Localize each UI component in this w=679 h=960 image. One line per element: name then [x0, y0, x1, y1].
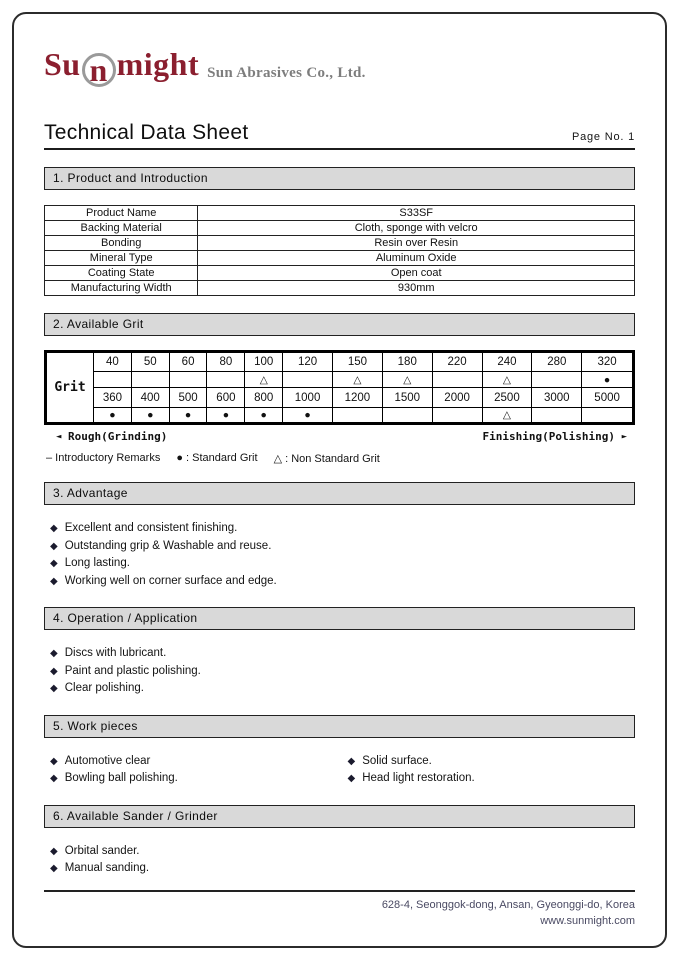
list-item-text: Automotive clear: [64, 754, 151, 767]
grit-legend: [44, 452, 635, 465]
diamond-bullet-icon: ◆: [50, 755, 58, 767]
list-item-text: Clear polishing.: [64, 682, 144, 694]
list-item-text: Outstanding grip & Washable and reuse.: [64, 539, 272, 552]
grit-fine-row: [46, 388, 634, 408]
diamond-bullet-icon: ◆: [50, 683, 58, 694]
list-item: [50, 663, 635, 681]
grit-value-cell: 320: [582, 352, 634, 372]
grit-value-cell: 40: [94, 352, 132, 372]
grit-symbol-cell: [332, 408, 382, 424]
product-value: Open coat: [198, 266, 635, 281]
grit-row-label: Grit: [46, 352, 94, 424]
product-value: Cloth, sponge with velcro: [198, 221, 635, 236]
grit-value-cell: 2000: [432, 388, 482, 408]
grit-value-cell: 60: [169, 352, 207, 372]
grit-value-cell: 1200: [332, 388, 382, 408]
list-item: [50, 520, 635, 538]
grit-symbol-cell: [283, 372, 333, 388]
legend-standard-grit: ● : Standard Grit: [176, 452, 258, 464]
table-row: [45, 206, 635, 221]
grit-value-cell: 1500: [382, 388, 432, 408]
product-label: Backing Material: [45, 221, 198, 236]
grit-value-cell: 5000: [582, 388, 634, 408]
product-value: S33SF: [198, 206, 635, 221]
grit-symbol-cell: [432, 372, 482, 388]
list-item-text: Head light restoration.: [362, 772, 475, 784]
table-row: [45, 236, 635, 251]
operation-list: [50, 645, 635, 698]
footer-website: www.sunmight.com: [540, 914, 635, 927]
left-arrow-icon: ◄: [56, 432, 62, 442]
list-item: [348, 770, 636, 788]
right-arrow-icon: ►: [621, 432, 627, 442]
grit-value-cell: 50: [131, 352, 169, 372]
list-item: [50, 645, 635, 663]
grit-symbol-cell: [207, 372, 245, 388]
grit-symbol-cell: △: [482, 372, 532, 388]
grit-value-cell: 800: [245, 388, 283, 408]
table-row: [45, 266, 635, 281]
grit-value-cell: 600: [207, 388, 245, 408]
logo-text-post: might: [116, 46, 200, 82]
product-label: Coating State: [45, 266, 198, 281]
grit-symbol-cell: ●: [245, 408, 283, 424]
diamond-bullet-icon: ◆: [50, 648, 58, 659]
product-label: Mineral Type: [45, 251, 198, 266]
grit-symbol-cell: [94, 372, 132, 388]
work-pieces-left-column: [50, 753, 338, 788]
diamond-bullet-icon: ◆: [50, 523, 58, 534]
list-item-text: Long lasting.: [64, 557, 130, 569]
diamond-bullet-icon: ◆: [50, 773, 58, 784]
list-item: [50, 555, 635, 573]
section-1-header: 1. Product and Introduction: [44, 167, 635, 190]
grit-symbol-cell: ●: [169, 408, 207, 424]
grit-symbol-cell: △: [332, 372, 382, 388]
list-item: [50, 680, 635, 698]
table-row: [45, 281, 635, 296]
grit-symbol-cell: ●: [131, 408, 169, 424]
grit-value-cell: 120: [283, 352, 333, 372]
grit-symbol-cell: [432, 408, 482, 424]
grit-value-cell: 500: [169, 388, 207, 408]
list-item-text: Bowling ball polishing.: [64, 772, 178, 784]
footer-address: 628-4, Seonggok-dong, Ansan, Gyeonggi-do, Korea: [381, 898, 635, 911]
brand-logo: [44, 46, 635, 87]
grit-coarse-symbol-row: [46, 372, 634, 388]
sander-grinder-list: [50, 843, 635, 878]
grit-value-cell: 180: [382, 352, 432, 372]
work-pieces-list: [50, 753, 635, 788]
diamond-bullet-icon: ◆: [50, 665, 58, 677]
grit-value-cell: 100: [245, 352, 283, 372]
section-3-header: 3. Advantage: [44, 482, 635, 505]
diamond-bullet-icon: ◆: [347, 773, 356, 784]
grit-value-cell: 2500: [482, 388, 532, 408]
diamond-bullet-icon: ◆: [50, 540, 58, 552]
grit-symbol-cell: ●: [582, 372, 634, 388]
list-item-text: Manual sanding.: [64, 862, 150, 874]
rough-grinding-label: [56, 430, 167, 443]
list-item-text: Paint and plastic polishing.: [64, 664, 201, 677]
product-label: Product Name: [45, 206, 198, 221]
diamond-bullet-icon: ◆: [347, 755, 356, 767]
product-label: Manufacturing Width: [45, 281, 198, 296]
work-pieces-right-column: [348, 753, 636, 788]
product-value: 930mm: [198, 281, 635, 296]
grit-symbol-cell: ●: [94, 408, 132, 424]
list-item-text: Excellent and consistent finishing.: [64, 522, 238, 534]
legend-non-standard-grit: △ : Non Standard Grit: [273, 453, 380, 465]
grit-table: [44, 350, 635, 425]
list-item: [50, 843, 635, 861]
list-item-text: Solid surface.: [362, 754, 432, 767]
product-label: Bonding: [45, 236, 198, 251]
section-4-header: 4. Operation / Application: [44, 607, 635, 630]
list-item-text: Discs with lubricant.: [64, 647, 167, 659]
finishing-label-text: Finishing(Polishing): [482, 430, 615, 443]
grit-symbol-cell: △: [382, 372, 432, 388]
list-item: [348, 753, 636, 771]
grit-symbol-cell: △: [482, 408, 532, 424]
section-6-header: 6. Available Sander / Grinder: [44, 805, 635, 828]
diamond-bullet-icon: ◆: [50, 863, 58, 874]
title-row: [44, 121, 635, 150]
page-frame: [12, 12, 667, 948]
diamond-bullet-icon: ◆: [50, 558, 58, 569]
product-value: Resin over Resin: [198, 236, 635, 251]
grit-symbol-cell: ●: [207, 408, 245, 424]
logo-ring-icon: [82, 53, 116, 87]
product-table: [44, 205, 635, 296]
company-name: Sun Abrasives Co., Ltd.: [207, 65, 366, 81]
grit-symbol-cell: [532, 408, 582, 424]
grit-coarse-row: [46, 352, 634, 372]
list-item: [50, 753, 338, 771]
logo-wordmark: [44, 46, 199, 87]
diamond-bullet-icon: ◆: [50, 575, 58, 587]
grit-symbol-cell: [382, 408, 432, 424]
list-item: [50, 573, 635, 591]
advantage-list: [50, 520, 635, 590]
list-item: [50, 770, 338, 788]
grit-fine-symbol-row: [46, 408, 634, 424]
grit-value-cell: 280: [532, 352, 582, 372]
grit-value-cell: 240: [482, 352, 532, 372]
footer: [44, 890, 635, 929]
rough-label-text: Rough(Grinding): [68, 430, 168, 443]
grit-value-cell: 400: [131, 388, 169, 408]
grit-value-cell: 150: [332, 352, 382, 372]
page-content: [14, 14, 665, 946]
logo-text-pre: Su: [44, 46, 81, 82]
finishing-polishing-label: [483, 430, 628, 443]
list-item: [50, 538, 635, 556]
diamond-bullet-icon: ◆: [50, 845, 58, 857]
list-item: [50, 860, 635, 878]
section-2-header: 2. Available Grit: [44, 313, 635, 336]
legend-intro: – Introductory Remarks: [46, 452, 161, 464]
grit-symbol-cell: [582, 408, 634, 424]
grit-value-cell: 1000: [283, 388, 333, 408]
grit-symbol-cell: [532, 372, 582, 388]
page-number: Page No. 1: [571, 131, 635, 143]
grit-value-cell: 80: [207, 352, 245, 372]
list-item-text: Working well on corner surface and edge.: [64, 574, 277, 587]
grit-symbol-cell: △: [245, 372, 283, 388]
logo-circled-letter: n: [89, 52, 108, 88]
list-item-text: Orbital sander.: [64, 844, 140, 857]
section-5-header: 5. Work pieces: [44, 715, 635, 738]
grit-value-cell: 3000: [532, 388, 582, 408]
product-value: Aluminum Oxide: [198, 251, 635, 266]
table-row: [45, 251, 635, 266]
grit-symbol-cell: [131, 372, 169, 388]
grit-symbol-cell: ●: [283, 408, 333, 424]
grit-scale-row: [44, 430, 635, 443]
table-row: [45, 221, 635, 236]
page-title: Technical Data Sheet: [44, 121, 249, 144]
grit-value-cell: 360: [94, 388, 132, 408]
grit-value-cell: 220: [432, 352, 482, 372]
grit-symbol-cell: [169, 372, 207, 388]
